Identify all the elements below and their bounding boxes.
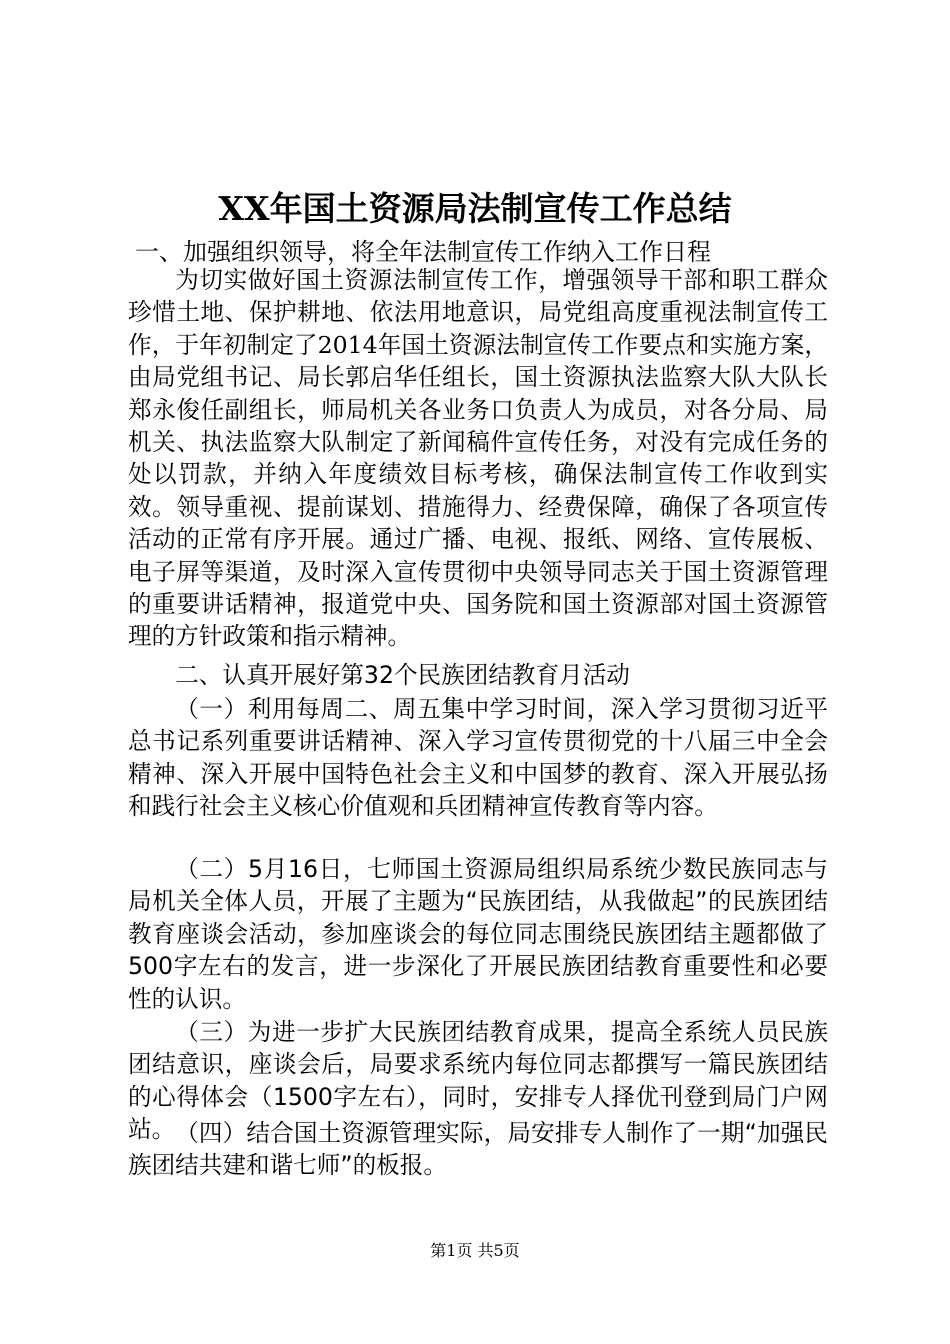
section-1-paragraph: 为切实做好国土资源法制宣传工作，增强领导干部和职工群众珍惜土地、保护耕地、依法用地意识，局党组高度重视法制宣传工作，于年初制定了2014年国土资源法制宣传工作要点和实施方案，由局党组书记、局长郭启华任组长，国土资源执法监察大队大队长郑永俊任副组长，师局机关各业务口负责人为成员，对各分局、局机关、执法监察大队制定了新闻稿件宣传任务，对没有完成任务的处以罚款，并纳入年度绩效目标考核，确保法制宣传工作收到实效。领导重视、提前谋划、措施得力、经费保障，确保了各项宣传活动的正常有序开展。通过广播、电视、报纸、网络、宣传展板、电子屏等渠道，及时深入宣传贯彻中央领导同志关于国土资源管理的重要讲话精神，报道党中央、国务院和国土资源部对国土资源管理的方针政策和指示精神。 [128,266,828,651]
list-item-3: （三）为进一步扩大民族团结教育成果，提高全系统人员民族团结意识，座谈会后，局要求系统内每位同志都撰写一篇民族团结的心得体会（1500字左右），同时，安排专人择优刊登到局门户网站。 [128,1018,828,1144]
list-item-4: （四）结合国土资源管理实际，局安排专人制作了一期“加强民族团结共建和谐七师”的板报。 [128,1119,828,1180]
section-heading-1: 一、加强组织领导，将全年法制宣传工作纳入工作日程 [135,238,711,266]
list-item-2: （二）5月16日，七师国土资源局组织局系统少数民族同志与局机关全体人员，开展了主题为“民族团结，从我做起”的民族团结教育座谈会活动，参加座谈会的每位同志围绕民族团结主题都做了500字左右的发言，进一步深化了开展民族团结教育重要性和必要性的认识。 [128,855,828,1013]
section-heading-2: 二、认真开展好第32个民族团结教育月活动 [175,661,630,689]
page-number-footer: 第1页 共5页 [430,1241,520,1260]
list-item-1: （一）利用每周二、周五集中学习时间，深入学习贯彻习近平总书记系列重要讲话精神、深入学习宣传贯彻党的十八届三中全会精神、深入开展中国特色社会主义和中国梦的教育、深入开展弘扬和践行社会主义核心价值观和兵团精神宣传教育等内容。 [128,695,828,821]
document-title: XX年国土资源局法制宣传工作总结 [218,189,732,228]
